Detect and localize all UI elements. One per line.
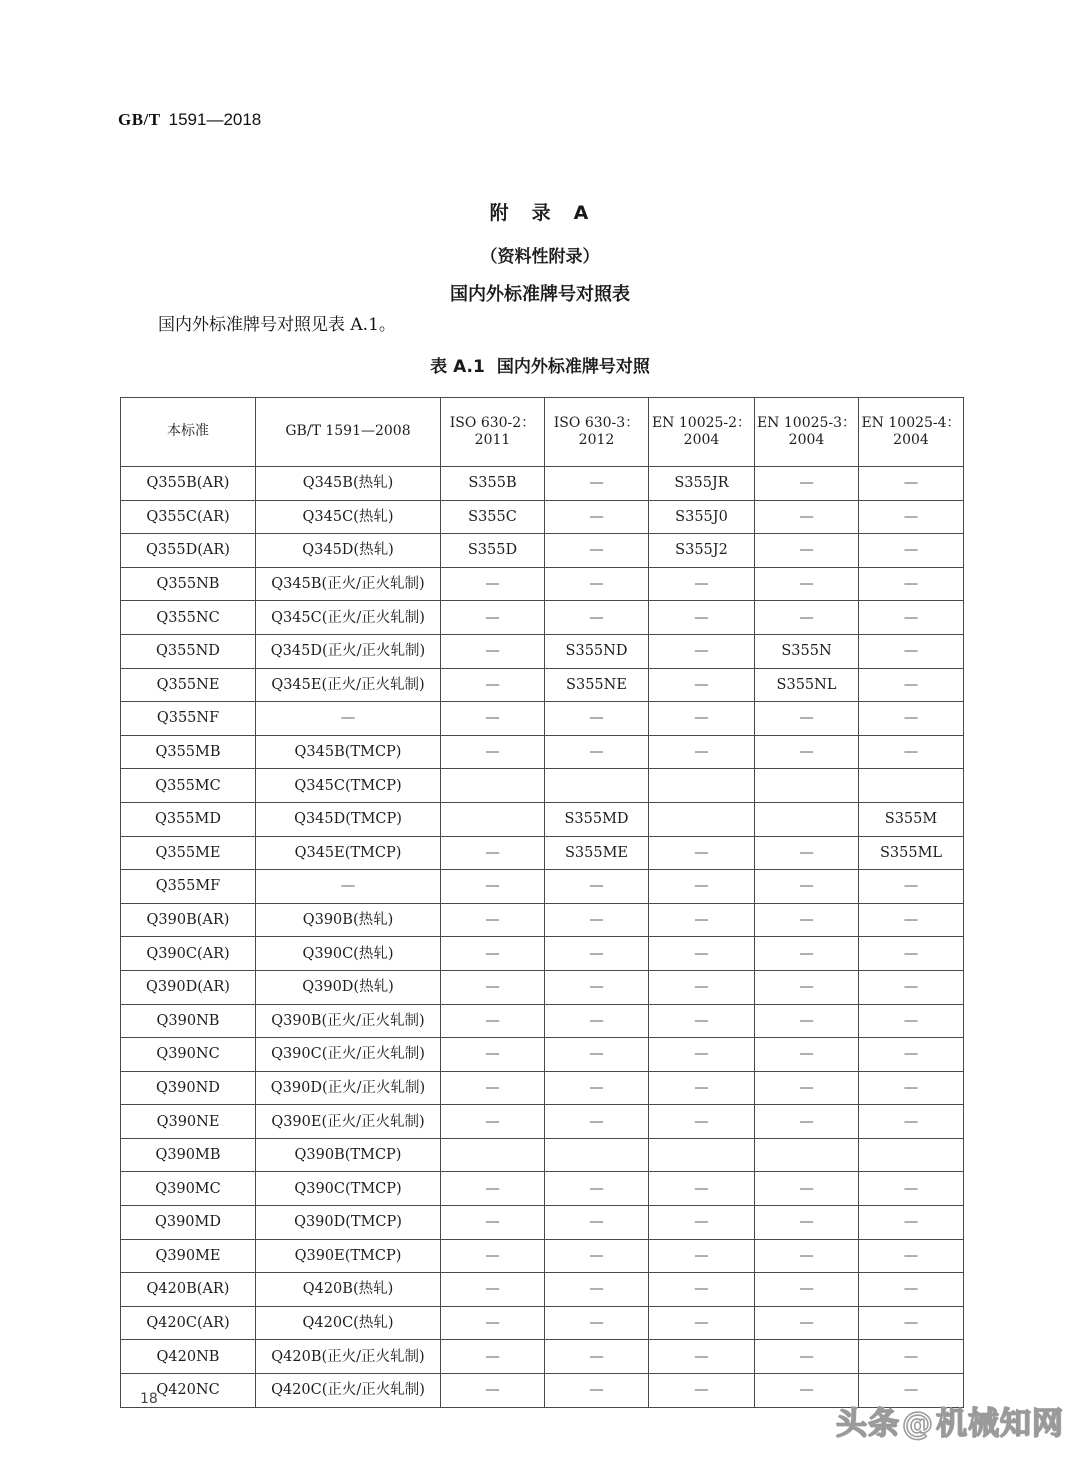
equivalent-grade-cell: — — [859, 1239, 964, 1273]
equivalent-grade-cell: S355JR — [649, 467, 755, 501]
table-row — [121, 769, 964, 803]
equivalent-grade-cell: — — [545, 1239, 649, 1273]
equivalent-grade-cell: — — [755, 567, 859, 601]
equivalent-grade-cell: — — [649, 1038, 755, 1072]
grade-cell: Q355MC — [121, 769, 256, 803]
equivalent-grade-cell — [545, 1138, 649, 1172]
equivalent-grade-cell: Q345C(TMCP) — [256, 769, 441, 803]
table-column-header-line2: 2012 — [578, 432, 615, 448]
equivalent-grade-cell: — — [441, 1206, 545, 1240]
equivalent-grade-cell: Q390D(TMCP) — [256, 1206, 441, 1240]
equivalent-grade-cell: — — [441, 702, 545, 736]
table-row — [121, 903, 964, 937]
equivalent-grade-cell: S355B — [441, 467, 545, 501]
equivalent-grade-cell: — — [545, 467, 649, 501]
equivalent-grade-cell: Q345C(热轧) — [256, 500, 441, 534]
equivalent-grade-cell: — — [649, 970, 755, 1004]
table-column-header-line2: 2004 — [893, 432, 929, 448]
equivalent-grade-cell: Q390D(热轧) — [256, 970, 441, 1004]
annex-heading-block — [0, 198, 1080, 306]
equivalent-grade-cell: — — [859, 903, 964, 937]
table-caption-number: 表 A.1 — [430, 357, 485, 377]
equivalent-grade-cell: — — [755, 1306, 859, 1340]
equivalent-grade-cell: — — [755, 1004, 859, 1038]
equivalent-grade-cell: — — [649, 668, 755, 702]
equivalent-grade-cell: — — [859, 567, 964, 601]
equivalent-grade-cell: — — [441, 1273, 545, 1307]
annex-title: 附 录 A — [489, 202, 591, 224]
table-row — [121, 1105, 964, 1139]
equivalent-grade-cell: Q345B(TMCP) — [256, 735, 441, 769]
equivalent-grade-cell: — — [649, 1105, 755, 1139]
equivalent-grade-cell: S355J0 — [649, 500, 755, 534]
table-header — [121, 398, 964, 467]
equivalent-grade-cell: — — [859, 970, 964, 1004]
equivalent-grade-cell: Q390B(热轧) — [256, 903, 441, 937]
standard-grade-comparison-table — [120, 397, 964, 1408]
grade-cell: Q390MD — [121, 1206, 256, 1240]
equivalent-grade-cell: — — [441, 903, 545, 937]
equivalent-grade-cell: — — [545, 1071, 649, 1105]
equivalent-grade-cell: — — [545, 1206, 649, 1240]
equivalent-grade-cell: Q390D(正火/正火轧制) — [256, 1071, 441, 1105]
equivalent-grade-cell: — — [256, 702, 441, 736]
equivalent-grade-cell — [649, 769, 755, 803]
equivalent-grade-cell: — — [545, 1306, 649, 1340]
equivalent-grade-cell: — — [441, 1004, 545, 1038]
grade-cell: Q355MB — [121, 735, 256, 769]
table-column-header-3 — [545, 398, 649, 467]
equivalent-grade-cell: Q390C(热轧) — [256, 937, 441, 971]
equivalent-grade-cell: — — [441, 836, 545, 870]
equivalent-grade-cell: — — [755, 937, 859, 971]
equivalent-grade-cell: — — [755, 1374, 859, 1408]
equivalent-grade-cell: — — [545, 702, 649, 736]
table-row — [121, 836, 964, 870]
equivalent-grade-cell: — — [649, 702, 755, 736]
grade-cell: Q420B(AR) — [121, 1273, 256, 1307]
equivalent-grade-cell — [755, 1138, 859, 1172]
equivalent-grade-cell: — — [545, 1038, 649, 1072]
grade-cell: Q390NC — [121, 1038, 256, 1072]
equivalent-grade-cell: — — [649, 1306, 755, 1340]
equivalent-grade-cell: — — [649, 1206, 755, 1240]
table-column-header-4 — [649, 398, 755, 467]
equivalent-grade-cell: — — [755, 1071, 859, 1105]
watermark-prefix: 头条 — [836, 1406, 900, 1442]
annex-name: 国内外标准牌号对照表 — [450, 284, 630, 305]
equivalent-grade-cell: — — [545, 870, 649, 904]
equivalent-grade-cell: — — [755, 500, 859, 534]
table-row — [121, 1172, 964, 1206]
table-column-header-line1: EN 10025-3： — [756, 414, 857, 431]
grade-cell: Q355MF — [121, 870, 256, 904]
watermark-site-name: 机械知网 — [936, 1406, 1064, 1442]
grade-cell: Q390MB — [121, 1138, 256, 1172]
equivalent-grade-cell: — — [649, 735, 755, 769]
grade-cell: Q355ME — [121, 836, 256, 870]
table-column-header-line1: EN 10025-4： — [861, 414, 961, 431]
table-row — [121, 802, 964, 836]
grade-cell: Q390NE — [121, 1105, 256, 1139]
equivalent-grade-cell: Q345D(TMCP) — [256, 802, 441, 836]
table-row — [121, 500, 964, 534]
table-row — [121, 1071, 964, 1105]
equivalent-grade-cell: — — [441, 1071, 545, 1105]
equivalent-grade-cell: Q390E(TMCP) — [256, 1239, 441, 1273]
standard-number: 1591—2018 — [168, 110, 262, 129]
equivalent-grade-cell: S355J2 — [649, 534, 755, 568]
comparison-table-wrapper — [120, 397, 963, 1408]
equivalent-grade-cell: — — [755, 1340, 859, 1374]
table-row — [121, 1306, 964, 1340]
equivalent-grade-cell: — — [545, 903, 649, 937]
table-column-header-1 — [256, 398, 441, 467]
table-row — [121, 870, 964, 904]
equivalent-grade-cell: — — [755, 836, 859, 870]
equivalent-grade-cell: — — [441, 1239, 545, 1273]
equivalent-grade-cell: — — [859, 500, 964, 534]
equivalent-grade-cell: Q420B(热轧) — [256, 1273, 441, 1307]
equivalent-grade-cell: — — [649, 1273, 755, 1307]
equivalent-grade-cell: — — [649, 1239, 755, 1273]
equivalent-grade-cell: — — [755, 970, 859, 1004]
equivalent-grade-cell: — — [441, 870, 545, 904]
equivalent-grade-cell: — — [441, 668, 545, 702]
equivalent-grade-cell: — — [545, 1172, 649, 1206]
equivalent-grade-cell: — — [755, 467, 859, 501]
grade-cell: Q420NB — [121, 1340, 256, 1374]
equivalent-grade-cell: — — [649, 1004, 755, 1038]
grade-cell: Q420NC — [121, 1374, 256, 1408]
equivalent-grade-cell: — — [649, 836, 755, 870]
equivalent-grade-cell: — — [649, 937, 755, 971]
equivalent-grade-cell: — — [441, 1340, 545, 1374]
equivalent-grade-cell: — — [649, 1340, 755, 1374]
equivalent-grade-cell: — — [859, 668, 964, 702]
equivalent-grade-cell: — — [859, 1340, 964, 1374]
equivalent-grade-cell: — — [649, 601, 755, 635]
equivalent-grade-cell: — — [755, 1038, 859, 1072]
table-column-header-line1: ISO 630-2： — [449, 414, 536, 431]
table-row — [121, 668, 964, 702]
table-caption — [0, 352, 1080, 377]
equivalent-grade-cell: — — [545, 1340, 649, 1374]
table-row — [121, 1138, 964, 1172]
grade-cell: Q420C(AR) — [121, 1306, 256, 1340]
equivalent-grade-cell: S355NL — [755, 668, 859, 702]
table-column-header-5 — [755, 398, 859, 467]
grade-cell: Q355C(AR) — [121, 500, 256, 534]
equivalent-grade-cell: — — [859, 735, 964, 769]
annex-subtitle: （资料性附录） — [480, 247, 600, 267]
equivalent-grade-cell: — — [859, 1038, 964, 1072]
equivalent-grade-cell: — — [545, 970, 649, 1004]
equivalent-grade-cell: — — [441, 567, 545, 601]
grade-cell: Q355D(AR) — [121, 534, 256, 568]
equivalent-grade-cell: — — [859, 1206, 964, 1240]
equivalent-grade-cell — [859, 1138, 964, 1172]
grade-cell: Q390NB — [121, 1004, 256, 1038]
equivalent-grade-cell: — — [859, 1273, 964, 1307]
equivalent-grade-cell: — — [649, 1071, 755, 1105]
equivalent-grade-cell: — — [755, 601, 859, 635]
equivalent-grade-cell: — — [859, 601, 964, 635]
equivalent-grade-cell: Q345D(正火/正火轧制) — [256, 634, 441, 668]
equivalent-grade-cell: — — [441, 937, 545, 971]
equivalent-grade-cell: — — [545, 1105, 649, 1139]
equivalent-grade-cell — [441, 802, 545, 836]
grade-cell: Q355MD — [121, 802, 256, 836]
grade-cell: Q355B(AR) — [121, 467, 256, 501]
equivalent-grade-cell: — — [755, 702, 859, 736]
equivalent-grade-cell: — — [441, 970, 545, 1004]
equivalent-grade-cell: S355C — [441, 500, 545, 534]
equivalent-grade-cell — [859, 769, 964, 803]
table-column-header-6 — [859, 398, 964, 467]
table-column-header-line2: 2011 — [474, 432, 511, 448]
table-column-header-line1: GB/T 1591—2008 — [285, 423, 411, 440]
equivalent-grade-cell: — — [649, 567, 755, 601]
table-column-header-line2: 2004 — [683, 432, 720, 448]
equivalent-grade-cell: S355ME — [545, 836, 649, 870]
equivalent-grade-cell: — — [859, 634, 964, 668]
watermark — [836, 1398, 1064, 1443]
equivalent-grade-cell: Q420B(正火/正火轧制) — [256, 1340, 441, 1374]
equivalent-grade-cell: — — [649, 634, 755, 668]
equivalent-grade-cell: — — [649, 870, 755, 904]
equivalent-grade-cell: — — [859, 1105, 964, 1139]
grade-cell: Q390D(AR) — [121, 970, 256, 1004]
equivalent-grade-cell: — — [649, 1172, 755, 1206]
equivalent-grade-cell: Q390C(TMCP) — [256, 1172, 441, 1206]
equivalent-grade-cell: — — [545, 735, 649, 769]
table-row — [121, 1340, 964, 1374]
equivalent-grade-cell: — — [859, 1004, 964, 1038]
equivalent-grade-cell: — — [755, 1273, 859, 1307]
table-row — [121, 735, 964, 769]
grade-cell: Q390B(AR) — [121, 903, 256, 937]
table-row — [121, 634, 964, 668]
equivalent-grade-cell: — — [441, 634, 545, 668]
equivalent-grade-cell — [649, 802, 755, 836]
grade-cell: Q390ME — [121, 1239, 256, 1273]
equivalent-grade-cell — [649, 1138, 755, 1172]
equivalent-grade-cell: — — [755, 1105, 859, 1139]
equivalent-grade-cell: — — [545, 1004, 649, 1038]
equivalent-grade-cell: — — [441, 1306, 545, 1340]
table-row — [121, 937, 964, 971]
equivalent-grade-cell: — — [755, 735, 859, 769]
equivalent-grade-cell: — — [755, 870, 859, 904]
equivalent-grade-cell: Q345E(正火/正火轧制) — [256, 668, 441, 702]
equivalent-grade-cell: — — [649, 1374, 755, 1408]
equivalent-grade-cell: S355M — [859, 802, 964, 836]
grade-cell: Q390C(AR) — [121, 937, 256, 971]
table-row — [121, 467, 964, 501]
equivalent-grade-cell: — — [859, 1306, 964, 1340]
equivalent-grade-cell: — — [755, 903, 859, 937]
equivalent-grade-cell: S355NE — [545, 668, 649, 702]
equivalent-grade-cell: — — [649, 903, 755, 937]
table-column-header-line1: EN 10025-2： — [651, 414, 752, 431]
equivalent-grade-cell: — — [441, 735, 545, 769]
table-row — [121, 1038, 964, 1072]
table-column-header-2 — [441, 398, 545, 467]
equivalent-grade-cell: Q345B(热轧) — [256, 467, 441, 501]
equivalent-grade-cell: — — [755, 534, 859, 568]
equivalent-grade-cell: — — [441, 1038, 545, 1072]
equivalent-grade-cell: — — [441, 601, 545, 635]
page-number: 18 — [140, 1391, 158, 1407]
table-row — [121, 702, 964, 736]
equivalent-grade-cell: — — [859, 534, 964, 568]
grade-cell: Q390ND — [121, 1071, 256, 1105]
equivalent-grade-cell — [441, 1138, 545, 1172]
equivalent-grade-cell: Q345D(热轧) — [256, 534, 441, 568]
equivalent-grade-cell: — — [441, 1105, 545, 1139]
equivalent-grade-cell: Q390C(正火/正火轧制) — [256, 1038, 441, 1072]
equivalent-grade-cell: S355MD — [545, 802, 649, 836]
table-column-header-line1: ISO 630-3： — [553, 414, 640, 431]
lead-paragraph: 国内外标准牌号对照见表 A.1。 — [158, 315, 396, 335]
equivalent-grade-cell: — — [859, 467, 964, 501]
table-row — [121, 1004, 964, 1038]
equivalent-grade-cell: — — [545, 1374, 649, 1408]
equivalent-grade-cell: Q345B(正火/正火轧制) — [256, 567, 441, 601]
table-row — [121, 1273, 964, 1307]
equivalent-grade-cell: Q390E(正火/正火轧制) — [256, 1105, 441, 1139]
equivalent-grade-cell: Q420C(正火/正火轧制) — [256, 1374, 441, 1408]
equivalent-grade-cell: — — [755, 1206, 859, 1240]
table-row — [121, 567, 964, 601]
table-caption-title: 国内外标准牌号对照 — [496, 357, 650, 377]
equivalent-grade-cell: Q390B(正火/正火轧制) — [256, 1004, 441, 1038]
equivalent-grade-cell: — — [859, 937, 964, 971]
equivalent-grade-cell: — — [859, 1374, 964, 1408]
equivalent-grade-cell: — — [545, 937, 649, 971]
table-header-row — [121, 398, 964, 467]
equivalent-grade-cell — [545, 769, 649, 803]
equivalent-grade-cell — [441, 769, 545, 803]
equivalent-grade-cell: — — [859, 1172, 964, 1206]
equivalent-grade-cell: — — [755, 1239, 859, 1273]
table-row — [121, 1206, 964, 1240]
table-row — [121, 970, 964, 1004]
equivalent-grade-cell: — — [545, 534, 649, 568]
equivalent-grade-cell — [755, 769, 859, 803]
equivalent-grade-cell: S355ND — [545, 634, 649, 668]
equivalent-grade-cell: — — [859, 1071, 964, 1105]
equivalent-grade-cell: Q390B(TMCP) — [256, 1138, 441, 1172]
equivalent-grade-cell: — — [859, 870, 964, 904]
table-column-header-0 — [121, 398, 256, 467]
equivalent-grade-cell: — — [859, 702, 964, 736]
equivalent-grade-cell: — — [545, 1273, 649, 1307]
equivalent-grade-cell: — — [441, 1172, 545, 1206]
watermark-at-symbol: @ — [902, 1406, 934, 1442]
equivalent-grade-cell: — — [256, 870, 441, 904]
table-row — [121, 1239, 964, 1273]
table-column-header-line1: 本标准 — [167, 423, 209, 440]
equivalent-grade-cell: Q420C(热轧) — [256, 1306, 441, 1340]
grade-cell: Q355NB — [121, 567, 256, 601]
standard-code: GB/T — [118, 110, 161, 129]
equivalent-grade-cell: — — [545, 601, 649, 635]
equivalent-grade-cell: S355ML — [859, 836, 964, 870]
equivalent-grade-cell — [755, 802, 859, 836]
equivalent-grade-cell: S355D — [441, 534, 545, 568]
equivalent-grade-cell: Q345C(正火/正火轧制) — [256, 601, 441, 635]
equivalent-grade-cell: Q345E(TMCP) — [256, 836, 441, 870]
equivalent-grade-cell: — — [441, 1374, 545, 1408]
table-row — [121, 601, 964, 635]
running-header — [118, 110, 261, 130]
grade-cell: Q355ND — [121, 634, 256, 668]
equivalent-grade-cell: — — [545, 567, 649, 601]
grade-cell: Q390MC — [121, 1172, 256, 1206]
equivalent-grade-cell: S355N — [755, 634, 859, 668]
table-body — [121, 467, 964, 1408]
grade-cell: Q355NC — [121, 601, 256, 635]
equivalent-grade-cell: — — [755, 1172, 859, 1206]
equivalent-grade-cell: — — [545, 500, 649, 534]
table-column-header-line2: 2004 — [788, 432, 825, 448]
grade-cell: Q355NE — [121, 668, 256, 702]
grade-cell: Q355NF — [121, 702, 256, 736]
table-row — [121, 534, 964, 568]
